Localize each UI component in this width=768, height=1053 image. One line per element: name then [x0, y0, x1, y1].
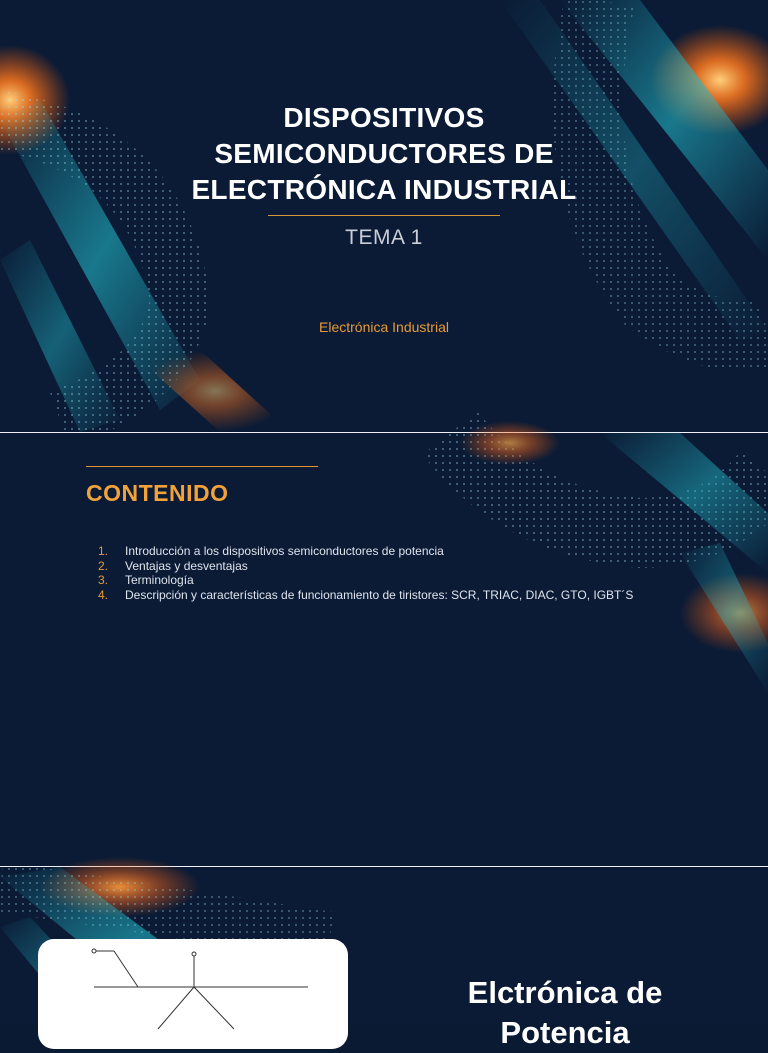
item-number: 3.	[98, 573, 109, 587]
list-item	[98, 544, 658, 559]
title-line: SEMICONDUCTORES DE	[214, 138, 554, 169]
heading-divider	[86, 466, 318, 467]
table-of-contents	[98, 544, 658, 602]
item-text: Terminología	[125, 573, 194, 587]
list-item	[98, 559, 658, 574]
presentation-title	[0, 100, 768, 208]
title-line: DISPOSITIVOS	[283, 102, 485, 133]
title-divider	[268, 215, 500, 216]
item-text: Ventajas y desventajas	[125, 558, 248, 573]
item-number: 1.	[98, 544, 109, 558]
list-item	[98, 573, 658, 588]
item-text: Introducción a los dispositivos semiconductores de potencia	[125, 544, 444, 558]
circuit-diagram-card	[38, 939, 348, 1049]
section-title	[395, 973, 735, 1053]
course-name: Electrónica Industrial	[319, 319, 449, 335]
title-slide	[0, 0, 768, 432]
contents-slide	[0, 433, 768, 866]
item-number: 2.	[98, 558, 109, 573]
circuit-schematic	[38, 939, 348, 1049]
title-line: ELECTRÓNICA INDUSTRIAL	[191, 174, 577, 205]
section-title-line: Elctrónica de	[467, 975, 663, 1010]
section-title-line: Potencia	[500, 1015, 630, 1050]
list-item	[98, 588, 658, 603]
item-number: 4.	[98, 587, 109, 602]
particle-wave-background	[0, 0, 768, 432]
contents-heading: CONTENIDO	[86, 480, 229, 506]
item-text: Descripción y características de funcionamiento de tiristores: SCR, TRIAC, DIAC, GTO, IGBT´S	[125, 587, 634, 602]
topic-subtitle: TEMA 1	[345, 226, 423, 249]
section-slide	[0, 867, 768, 1050]
